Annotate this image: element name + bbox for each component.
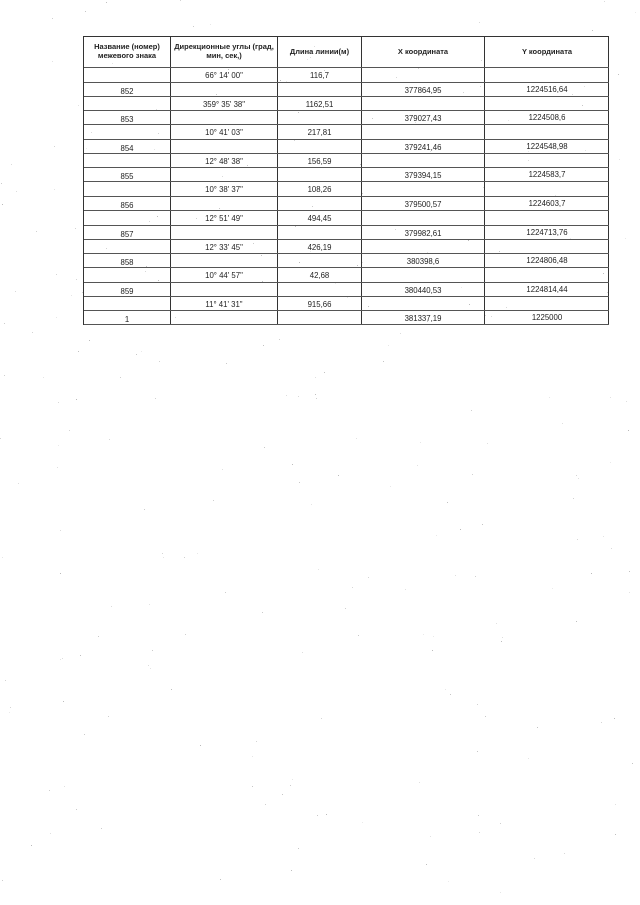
y-coordinate-cell: 1224583,7: [528, 170, 566, 180]
y-coordinate-cell: 1224516,64: [526, 84, 568, 94]
line-length-cell: 494,45: [307, 214, 332, 223]
y-coordinate-cell: 1224603,7: [528, 199, 566, 208]
header-point-name: Название (номер) межевого знака: [94, 42, 160, 60]
header-y-coordinate: Y координата: [521, 46, 573, 56]
row-divider: [84, 124, 609, 125]
x-coordinate-cell: 377864,95: [404, 85, 442, 95]
row-divider: [84, 67, 609, 68]
row-divider: [84, 96, 609, 97]
direction-angle-cell: 359° 35' 38": [202, 99, 246, 109]
row-divider: [84, 153, 609, 154]
line-length-cell: 426,19: [307, 242, 332, 252]
point-name-cell: 854: [120, 143, 134, 153]
row-divider: [84, 296, 609, 297]
row-divider: [84, 210, 609, 211]
row-divider: [84, 324, 609, 325]
x-coordinate-cell: 379027,43: [404, 114, 442, 124]
line-length-cell: 1162,51: [305, 99, 334, 109]
y-coordinate-cell: 1224713,76: [526, 227, 568, 237]
x-coordinate-cell: 379500,57: [404, 200, 442, 209]
row-divider: [84, 196, 609, 197]
direction-angle-cell: 10° 44' 57": [205, 271, 243, 281]
point-name-cell: 859: [120, 286, 134, 296]
point-name-cell: 852: [120, 86, 134, 96]
boundary-coordinates-table: [83, 36, 609, 325]
row-divider: [84, 282, 609, 283]
row-divider: [84, 139, 609, 140]
point-name-cell: 1: [124, 315, 130, 325]
direction-angle-cell: 66° 14' 00": [205, 71, 243, 80]
y-coordinate-cell: 1225000: [531, 313, 563, 323]
row-divider: [84, 239, 609, 240]
line-length-cell: 915,66: [307, 299, 332, 309]
row-divider: [84, 310, 609, 311]
x-coordinate-cell: 379394,15: [404, 171, 442, 181]
header-line-length: Длина линии(м): [289, 46, 350, 56]
y-coordinate-cell: 1224508,6: [528, 113, 566, 123]
y-coordinate-cell: 1224814,44: [526, 284, 568, 294]
row-divider: [84, 82, 609, 83]
direction-angle-cell: 10° 38' 37": [205, 185, 243, 195]
row-divider: [84, 225, 609, 226]
point-name-cell: 857: [120, 229, 134, 239]
x-coordinate-cell: 379982,61: [404, 228, 442, 238]
row-divider: [84, 167, 609, 168]
y-coordinate-cell: 1224548,98: [526, 141, 568, 151]
direction-angle-cell: 10° 41' 03": [205, 128, 243, 138]
row-divider: [84, 110, 609, 111]
y-coordinate-cell: 1224806,48: [526, 256, 568, 266]
x-coordinate-cell: 380440,53: [404, 285, 442, 295]
direction-angle-cell: 12° 33' 45": [205, 242, 243, 252]
line-length-cell: 156,59: [307, 156, 332, 166]
x-coordinate-cell: 381337,19: [404, 314, 442, 324]
point-name-cell: 855: [120, 172, 134, 182]
point-name-cell: 858: [120, 258, 134, 268]
x-coordinate-cell: 379241,46: [404, 142, 442, 152]
direction-angle-cell: 12° 51' 49": [205, 214, 243, 223]
x-coordinate-cell: 380398,6: [406, 257, 440, 267]
header-x-coordinate: X координата: [397, 46, 449, 56]
line-length-cell: 217,81: [307, 128, 332, 138]
line-length-cell: 108,26: [307, 185, 332, 195]
line-length-cell: 116,7: [310, 71, 329, 80]
header-direction-angle: Дирекционные углы (град, мин, сек,): [174, 42, 274, 60]
direction-angle-cell: 12° 48' 38": [205, 156, 243, 166]
row-divider: [84, 181, 609, 182]
direction-angle-cell: 11° 41' 31": [205, 299, 243, 309]
row-divider: [84, 253, 609, 254]
point-name-cell: 853: [120, 115, 134, 125]
line-length-cell: 42,68: [309, 271, 330, 281]
point-name-cell: 856: [120, 201, 134, 210]
row-divider: [84, 267, 609, 268]
